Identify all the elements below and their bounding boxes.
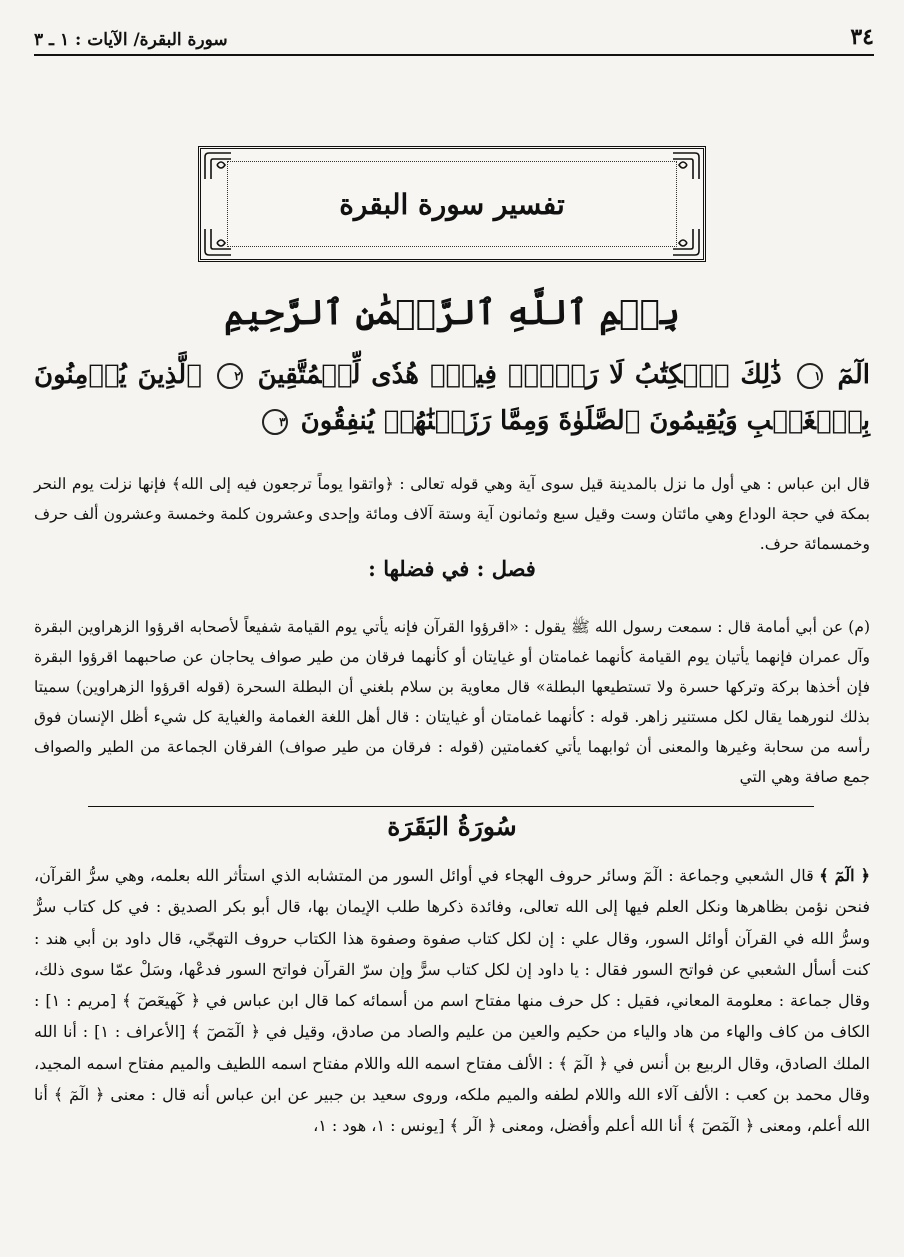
ayah-number-marker: ٢ — [217, 363, 243, 389]
corner-ornament-icon — [203, 151, 233, 181]
ayah-number-marker: ٣ — [262, 409, 288, 435]
surah-title: تفسير سورة البقرة — [339, 187, 565, 221]
quran-verses — [34, 352, 870, 444]
section-heading: فصل : في فضلها : — [368, 556, 536, 581]
commentary-text: قال الشعبي وجماعة : الٓمٓ وسائر حروف الهجاء في أوائل السور من المتشابه الذي استأثر الله بعلمه، وهي سرُّ القرآن، فنحن نؤمن بظاهرها ونكل العلم فيها إلى الله تعالى، وفائدة ذكرها طلب الإيمان بها، قال أبو بكر الصديق : في كل كتاب سرٌّ وسرُّ الله في القرآن أوائل السور، وقال علي : إن لكل كتاب صفوة وصفوة هذا الكتاب حروف التهجّي، قال داود بن أبي هند : كنت أسأل الشعبي عن فواتح السور فقال : يا داود إن لكل كتاب سرًّ وإن سرّ القرآن فواتح السور فدعْها، وسَلْ عمّا سوى ذلك، وقال جماعة : معلومة المعاني، فقيل : كل حرف منها مفتاح اسم من أسمائه كما قال ابن عباس في ﴿ كٓهيعٓصٓ ﴾ [مريم : ١] : الكاف من كاف والهاء من هاد والياء من حكيم والعين من عليم والصاد من صادق، وقيل في ﴿ الٓمٓصٓ ﴾ [الأعراف : ١] : أنا الله الملك الصادق، وقال الربيع بن أنس في ﴿ الٓمٓ ﴾ : الألف مفتاح اسمه الله واللام مفتاح اسمه اللطيف والميم مفتاح اسمه المجيد، وقال محمد بن كعب : الألف آلاء الله واللام لطفه والميم ملكه، وروى سعيد بن جبير عن ابن عباس أنه قال : معنى ﴿ الٓمٓ ﴾ أنا الله أعلم، ومعنى ﴿ الٓمٓصٓ ﴾ أنا الله أعلم وأفضل، ومعنى ﴿ الٓر ﴾ [يونس : ١، هود : ١، — [34, 866, 871, 1136]
introduction-paragraph: قال ابن عباس : هي أول ما نزل بالمدينة قيل سوى آية وهي قوله تعالى : ﴿واتقوا يوماً ترجعون فيه إلى الله﴾ فإنها نزلت يوم النحر بمكة في حجة الوداع وهي مائتان وست وقيل سبع وثمانون آية وستة آلاف ومائة وإحدى وعشرون كلمة وخمسة وعشرون ألف حرف وخمسمائة حرف. — [34, 474, 870, 553]
virtues-paragraph: (م) عن أبي أمامة قال : سمعت رسول الله ﷺ يقول : «اقرؤوا القرآن فإنه يأتي يوم القيامة شفيعاً لأصحابه اقرؤوا الزهراوين البقرة وآل عمران فإنهما يأتيان يوم القيامة كأنهما غمامتان أو غيايتان أو كأنهما فرقان من طير صواف يحاجان عن صاحبهما اقرؤوا البقرة فإن أخذها بركة وتركها حسرة ولا تستطيعها البطلة» قال معاوية بن سلام بلغني أن البطلة السحرة (قوله اقرؤوا الزهراوين) سميتا بذلك لنورهما يقال لكل مستنير زاهر. قوله : كأنهما غمامتان أو غيايتان : قال أهل اللغة الغمامة والغياية كل شيء أظل الإنسان فوق رأسه من سحابة وغيرها والمعنى أن ثوابهما يأتي كغمامتين (قوله : فرقان من طير صواف) الفرقان الجماعة من الطير والصواف جمع صافة وهي التي — [34, 617, 870, 786]
commentary-paragraph — [34, 860, 870, 1142]
running-title: سورة البقرة/ الآيات : ١ ـ ٣ — [34, 30, 228, 50]
running-header — [34, 18, 874, 56]
page-number: ٣٤ — [850, 24, 874, 50]
ayah-number-marker: ١ — [797, 363, 823, 389]
corner-ornament-icon — [671, 227, 701, 257]
verse-text: الٓمٓ — [837, 360, 870, 390]
corner-ornament-icon — [671, 151, 701, 181]
corner-ornament-icon — [203, 227, 233, 257]
footnote-divider — [88, 806, 814, 807]
verse-text: ذَٰلِكَ ٱلۡكِتَٰبُ لَا رَيۡبَۛ فِيهِۛ هُدٗى لِّلۡمُتَّقِينَ — [257, 360, 782, 390]
verse-reference: ﴿ الٓمٓ ﴾ — [819, 866, 871, 885]
basmala: بِسۡمِ ٱللَّهِ ٱلرَّحۡمَٰنِ ٱلرَّحِيمِ — [224, 293, 680, 333]
commentary-surah-heading: سُورَةُ البَقَرَة — [387, 812, 517, 841]
verse-text: ٱلَّذِينَ يُؤۡمِنُونَ بِٱلۡغَيۡبِ وَيُقِيمُونَ ٱلصَّلَوٰةَ وَمِمَّا رَزَقۡنَٰهُمۡ يُنفِقُونَ — [34, 360, 870, 436]
ornamental-title-frame — [198, 146, 706, 262]
